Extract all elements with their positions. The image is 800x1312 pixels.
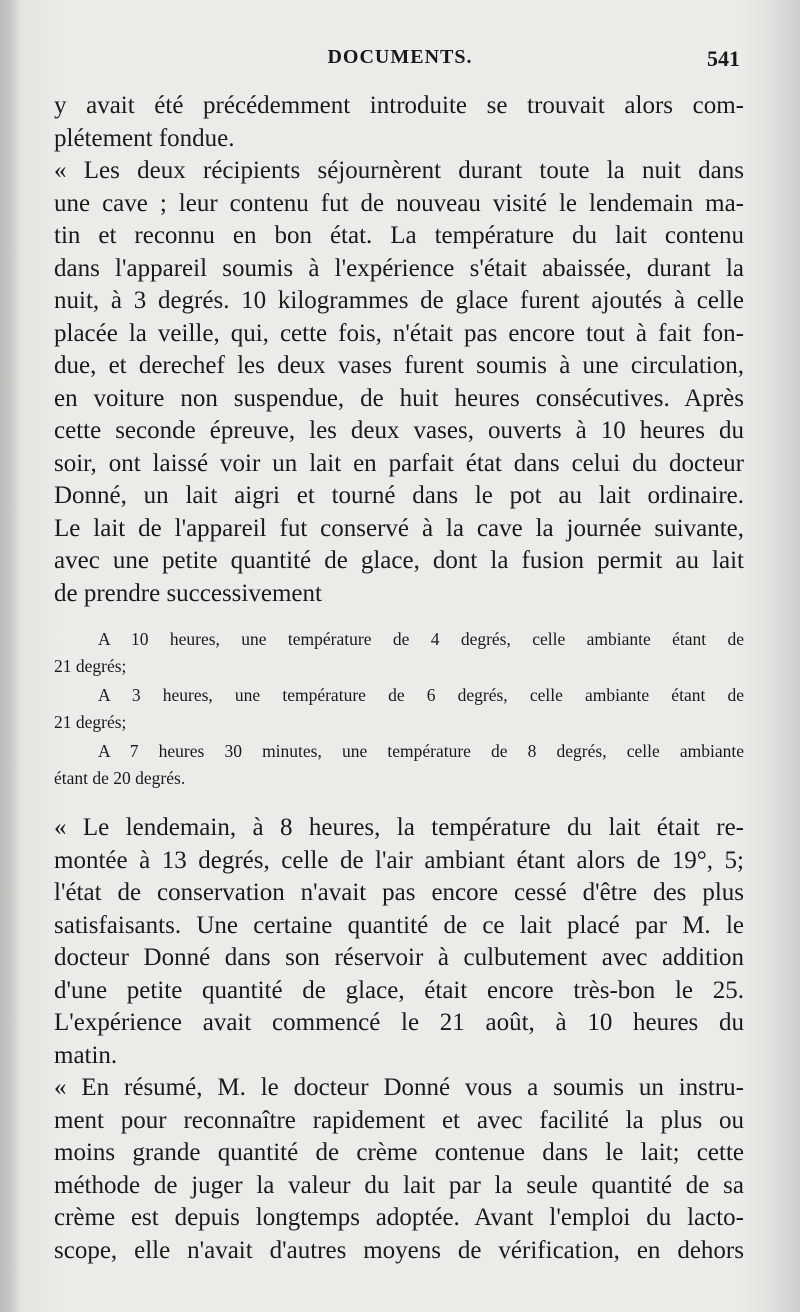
- text-line: L'expérience avait commencé le 21 août, à 10 heures du: [54, 1009, 744, 1036]
- page-number: 541: [707, 46, 740, 71]
- text-line: « En résumé, M. le docteur Donné vous a soumis un instru-: [54, 1074, 744, 1101]
- text-line: placée la veille, qui, cette fois, n'était pas encore tout à fait fon-: [54, 319, 744, 347]
- note-item: [54, 626, 744, 680]
- text-line: tin et reconnu en bon état. La température du lait contenu: [54, 222, 744, 249]
- temperature-notes: [54, 626, 744, 792]
- paragraph-4: [54, 1072, 744, 1267]
- paragraph-2: [54, 155, 744, 610]
- note-item: [54, 682, 744, 736]
- text-line: moins grande quantité de crème contenue dans le lait; cette: [54, 1139, 744, 1166]
- text-line: docteur Donné dans son réservoir à culbutement avec addition: [54, 944, 744, 971]
- text-line: cette seconde épreuve, les deux vases, ouverts à 10 heures du: [54, 417, 744, 444]
- text-line: Le lait de l'appareil fut conservé à la cave la journée suivante,: [54, 514, 744, 542]
- text-line: soir, ont laissé voir un lait en parfait état dans celui du docteur: [54, 449, 744, 477]
- text-line: matin.: [54, 1041, 118, 1069]
- text-line: d'une petite quantité de glace, était encore très-bon le 25.: [54, 976, 744, 1004]
- text-line: l'état de conservation n'avait pas encore cessé d'être des plus: [54, 879, 744, 906]
- note-line: 21 degrés;: [54, 712, 127, 732]
- text-line: satisfaisants. Une certaine quantité de ce lait placé par M. le: [54, 911, 744, 939]
- text-line: crème est depuis longtemps adoptée. Avant l'emploi du lacto-: [54, 1204, 744, 1231]
- text-line: une cave ; leur contenu fut de nouveau visité le lendemain ma-: [54, 189, 744, 217]
- page-body: [54, 90, 744, 1267]
- paragraph-1: [54, 90, 744, 155]
- text-line: nuit, à 3 degrés. 10 kilogrammes de glace furent ajoutés à celle: [54, 287, 744, 314]
- text-line: « Les deux récipients séjournèrent durant toute la nuit dans: [54, 157, 744, 184]
- text-line: Donné, un lait aigri et tourné dans le pot au lait ordinaire.: [54, 482, 744, 509]
- paragraph-3: [54, 812, 744, 1072]
- text-line: due, et derechef les deux vases furent soumis à une circulation,: [54, 352, 744, 379]
- text-line: montée à 13 degrés, celle de l'air ambiant étant alors de 19°, 5;: [54, 846, 744, 874]
- text-line: « Le lendemain, à 8 heures, la température du lait était re-: [54, 814, 744, 841]
- text-line: dans l'appareil soumis à l'expérience s'était abaissée, durant la: [54, 254, 744, 282]
- note-item: [54, 738, 744, 792]
- text-line: y avait été précédemment introduite se trouvait alors com-: [54, 92, 744, 119]
- text-line: ment pour reconnaître rapidement et avec facilité la plus ou: [54, 1106, 744, 1134]
- page-header: [60, 46, 740, 78]
- text-line: de prendre successivement: [54, 579, 322, 607]
- running-head: DOCUMENTS.: [327, 46, 473, 68]
- note-line: 21 degrés;: [54, 656, 127, 676]
- note-line: étant de 20 degrés.: [54, 768, 186, 788]
- text-line: plétement fondue.: [54, 124, 235, 152]
- text-line: méthode de juger la valeur du lait par la seule quantité de sa: [54, 1171, 744, 1199]
- binding-shadow: [0, 0, 22, 1312]
- note-line: A 10 heures, une température de 4 degrés, celle ambiante étant de: [98, 629, 744, 649]
- text-line: avec une petite quantité de glace, dont la fusion permit au lait: [54, 547, 744, 574]
- note-line: A 7 heures 30 minutes, une température de 8 degrés, celle ambiante: [98, 741, 744, 761]
- note-line: A 3 heures, une température de 6 degrés, celle ambiante étant de: [98, 685, 744, 705]
- text-line: scope, elle n'avait d'autres moyens de vérification, en dehors: [54, 1236, 744, 1264]
- text-line: en voiture non suspendue, de huit heures consécutives. Après: [54, 384, 744, 412]
